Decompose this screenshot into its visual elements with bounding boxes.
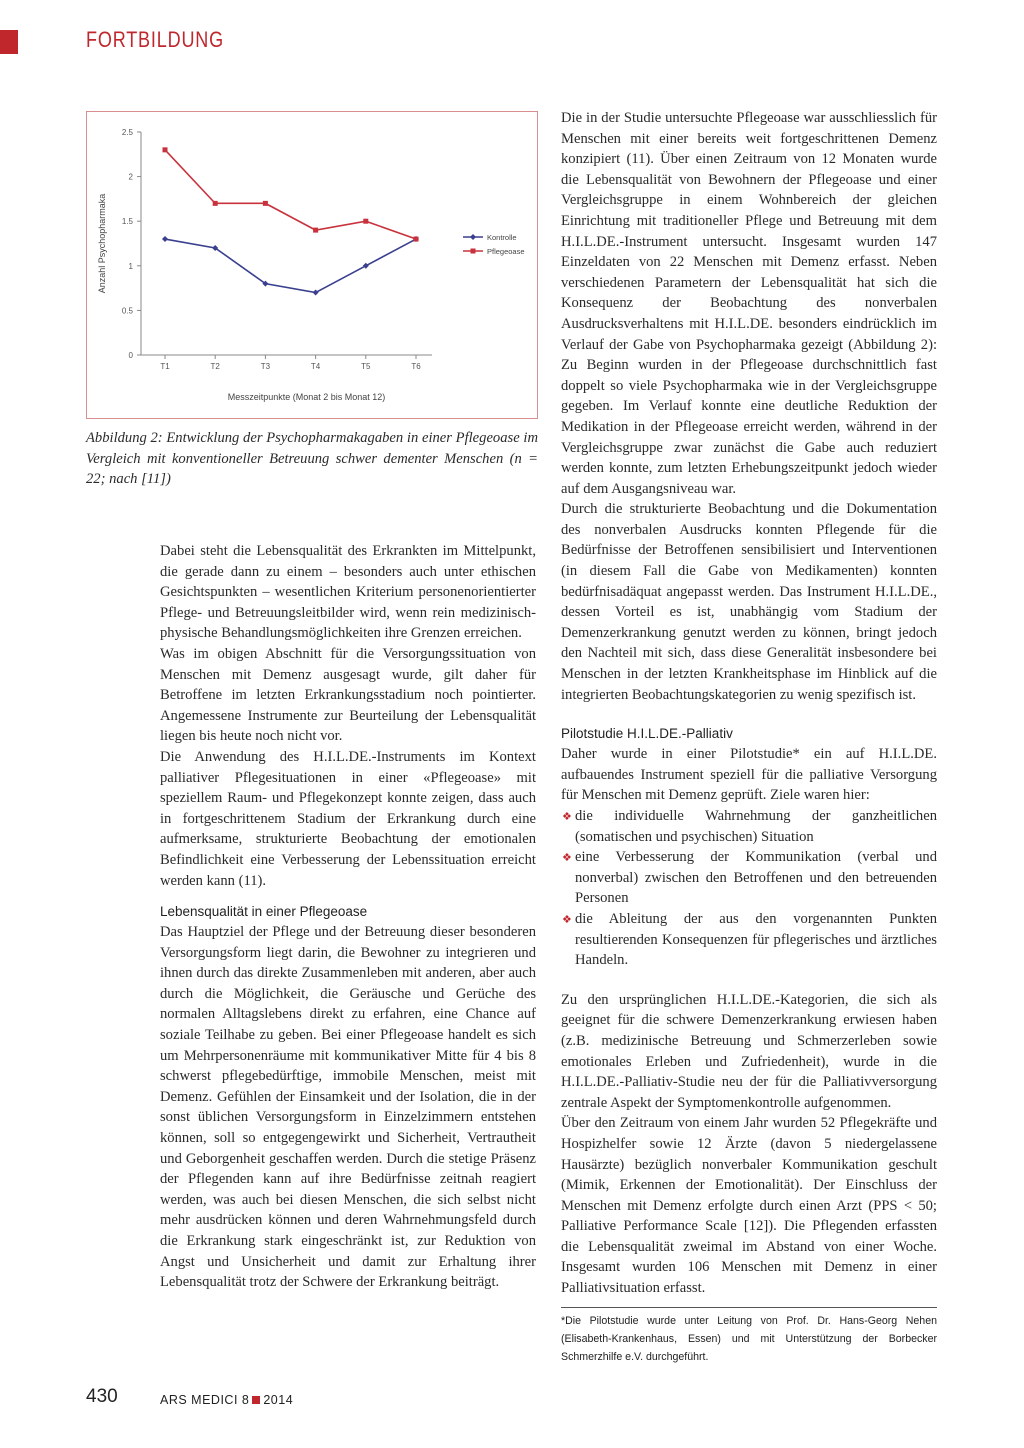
- legend-marker: [471, 249, 476, 254]
- list-item: ❖ die Ableitung der aus den vorgenannten Punkten resultierenden Konsequenzen für pflegerisches und ärztliches Handeln.: [562, 910, 937, 969]
- goal-list: [561, 806, 937, 971]
- data-point: [313, 228, 318, 233]
- paragraph: Die in der Studie untersuchte Pflegeoase war ausschliesslich für Menschen mit einer bereits weit fortgeschrittenen Demenz konzipiert (11). Über einen Zeitraum von 12 Monaten wurde die Lebensqualität von Bewohnern der Pflegeoase und einer Vergleichsgruppe in einem Wohnbereich der gleichen Einrichtung mit traditioneller Pflege und Betreuung mit dem H.I.L.DE.-Instrument untersucht. Insgesamt wurden 147 Einzeldaten von 22 Menschen mit Demenz erfasst. Neben verschiedenen Parametern der Lebensqualität hat sich die Konsequenz der Beobachtung des nonverbalen Ausdrucksverhaltens mit H.I.L.DE. besonders eindrücklich im Verlauf der Gabe von Psychopharmaka gezeigt (Abbildung 2): Zu Beginn wurden in der Pflegeoase durchschnittlich fast doppelt so viele Psychopharmaka wie in der Vergleichsgruppe gegeben. Im Verlauf konnte eine deutliche Reduktion der Medikation in der Pflegeoase erreicht werden, während in der Vergleichsgruppe zwar zunächst die Gabe auch reduziert werden konnte, zum letzten Erhebungszeitpunkt jedoch wieder auf dem Ausgangsniveau war.: [561, 110, 937, 497]
- diamond-bullet-icon: ❖: [562, 852, 572, 865]
- journal-name: ARS MEDICI 8: [160, 1393, 250, 1407]
- y-tick-label: 2: [128, 172, 133, 182]
- list-item: ❖ die individuelle Wahrnehmung der ganzheitlichen (somatischen und psychischen) Situation: [562, 808, 937, 845]
- spacer: [561, 971, 937, 990]
- paragraph: Durch die strukturierte Beobachtung und die Dokumentation des nonverbalen Ausdrucks konnten Pflegende für die Bedürfnisse der Betroffenen sensibilisiert und Interventionen (in diesem Fall die Gabe von Medikamenten) konnten bedürfnisadäquat angepasst werden. Das Instrument H.I.L.DE., dessen Vorteil es ist, unabhängig vom Stadium der Demenzerkrankung genutzt werden zu können, bringt jedoch den Nachteil mit sich, dass diese Generalität insbesondere bei Menschen in der letzten Krankheitsphase im Hinblick auf die integrierten Beobachtungskategorien zu wenig spezifisch ist.: [561, 501, 937, 703]
- subheading: Pilotstudie H.I.L.DE.-Palliativ: [561, 726, 733, 742]
- figure-chart: [86, 111, 538, 419]
- legend-marker: [470, 234, 476, 240]
- legend-label: Kontrolle: [487, 233, 517, 242]
- left-column: [160, 541, 536, 1293]
- y-tick-label: 1.5: [121, 217, 133, 227]
- list-item: ❖ eine Verbesserung der Kommunikation (verbal und nonverbal) zwischen den Betroffenen und den betreuenden Personen: [562, 849, 937, 907]
- section-label: FORTBILDUNG: [86, 27, 224, 52]
- journal-year: 2014: [263, 1393, 294, 1407]
- y-tick-label: 2.5: [121, 128, 133, 137]
- footnote-divider: [561, 1307, 937, 1308]
- data-point: [263, 201, 268, 206]
- square-separator-icon: [252, 1396, 260, 1404]
- data-point: [213, 201, 218, 206]
- paragraph: Was im obigen Abschnitt für die Versorgungssituation von Menschen mit Demenz ausgesagt wurde, gilt daher für Betroffene im letzten Erkrankungsstadium noch pointierter. Angemessene Instrumente zur Beurteilung der Lebensqualität liegen bis heute noch nicht vor.: [160, 645, 536, 745]
- data-point: [313, 290, 319, 296]
- x-tick-label: T1: [160, 362, 170, 371]
- x-tick-label: T5: [361, 362, 371, 371]
- data-point: [163, 147, 168, 152]
- diamond-bullet-icon: ❖: [562, 811, 572, 823]
- x-axis-label: Messzeitpunkte (Monat 2 bis Monat 12): [227, 392, 386, 402]
- x-tick-label: T6: [411, 362, 421, 371]
- y-tick-label: 0: [128, 351, 133, 360]
- figure-caption: Abbildung 2: Entwicklung der Psychopharmakagaben in einer Pflegeoase im Vergleich mit konventioneller Betreuung schwer dementer Menschen (n = 22; nach [11]): [86, 430, 538, 487]
- paragraph: Daher wurde in einer Pilotstudie* ein auf H.I.L.DE. aufbauendes Instrument speziell für die palliative Versorgung für Menschen mit Demenz geprüft. Ziele waren hier:: [561, 746, 937, 804]
- x-tick-label: T3: [260, 362, 271, 371]
- series-line: [165, 239, 416, 293]
- journal-footer: [160, 1393, 293, 1407]
- paragraph: Zu den ursprünglichen H.I.L.DE.-Kategorien, die sich als geeignet für die schwere Demenzerkrankung erwiesen haben (z.B. medizinische Betreuung und Schmerzerleben sowie emotionales Erleben und Zufriedenheit), wurde in die H.I.L.DE.-Palliativ-Studie neu der für die Palliativversorgung zentrale Aspekt der Symptomenkontrolle aufgenommen.: [561, 991, 937, 1111]
- y-tick-label: 1: [128, 261, 133, 271]
- data-point: [363, 263, 369, 269]
- right-column: [561, 108, 937, 1299]
- x-tick-label: T2: [210, 362, 220, 371]
- x-tick-label: T4: [310, 362, 321, 371]
- data-point: [363, 219, 368, 224]
- y-tick-label: 0.5: [121, 306, 133, 316]
- line-chart: [87, 112, 537, 418]
- y-axis-label: Anzahl Psychopharmaka: [97, 193, 107, 294]
- page-number: 430: [86, 1386, 118, 1407]
- diamond-bullet-icon: ❖: [562, 913, 572, 926]
- series-line: [165, 150, 416, 239]
- paragraph: Das Hauptziel der Pflege und der Betreuung dieser besonderen Versorgungsform liegt darin, die Bewohner zu integrieren und ihnen durch das direkte Zusammenleben mit anderen, aber auch durch die Möglichkeit, die Geräusche und Gerüche des normalen Alltagslebens direkt zu erfahren, eine Chance auf soziale Teilhabe zu geben. Bei einer Pflegeoase handelt es sich um Mehrpersonenräume mit kommunikativer Mitte für 4 bis 8 schwerst pflegebedürftige, immobile Menschen, meist mit Demenz. Gefühlen der Einsamkeit und der Isolation, die in der sonst üblichen Versorgungsform in Einzelzimmern entstehen können, soll so entgegengewirkt und Sicherheit, Vertrautheit und Geborgenheit geschaffen werden. Durch die stetige Präsenz der Pflegenden kann auf ihre Bedürfnisse zeitnah reagiert werden, was auch bei diesen Menschen, die sich selbst nicht mehr ausdrücken können und deren Wahrnehmungsfeld durch die Erkrankung stark eingeschränkt ist, zur Reduktion von Angst und Unsicherheit und damit zur Erhaltung ihrer Lebensqualität trotz der Schwere der Erkrankung beiträgt.: [160, 924, 536, 1291]
- paragraph: Über den Zeitraum von einem Jahr wurden 52 Pflegekräfte und Hospizhelfer sowie 12 Ärzte (davon 5 niedergelassene Hausärzte) bezüglich nonverbaler Kommunikation geschult (Mimik, Erkennen der Emotionalität). Der Einschluss der Menschen mit Demenz erfolgte durch einen Arzt (PPS < 50; Palliative Performance Scale [12]). Die Pflegenden erfassten die Lebensqualität zweimal im Abstand von einer Woche. Insgesamt wurden 106 Menschen mit Demenz in einer Palliativsituation erfasst.: [561, 1115, 937, 1297]
- data-point: [162, 236, 168, 242]
- subheading: Lebensqualität in einer Pflegeoase: [160, 904, 368, 920]
- paragraph: Dabei steht die Lebensqualität des Erkrankten im Mittelpunkt, die gerade dann zu einem – besonders auch unter ethischen Gesichtspunkten – wesentlichen Kriterium personenorientierter Pflege- und Betreuungsleitbilder wird, wenn rein medizinisch-physische Behandlungsmöglichkeiten ihre Grenzen erreichen.: [160, 543, 536, 642]
- section-color-bar: [0, 30, 18, 54]
- data-point: [414, 237, 419, 242]
- paragraph: Die Anwendung des H.I.L.DE.-Instruments im Kontext palliativer Pflegesituationen in einer «Pflegeoase» mit speziellem Raum- und Pflegekonzept konnte zeigen, dass auch in fortgeschrittenem Stadium der Erkrankung durch eine aufmerksame, strukturierte Beobachtung der emotionalen Befindlichkeit eine Verbesserung der Lebenssituation erreicht werden kann (11).: [160, 748, 536, 889]
- footnote: *Die Pilotstudie wurde unter Leitung von Prof. Dr. Hans-Georg Nehen (Elisabeth-Krankenhaus, Essen) und mit Unterstützung der Borbecker Schmerzhilfe e.V. durchgeführt.: [561, 1315, 937, 1363]
- legend-label: Pflegeoase: [487, 247, 525, 256]
